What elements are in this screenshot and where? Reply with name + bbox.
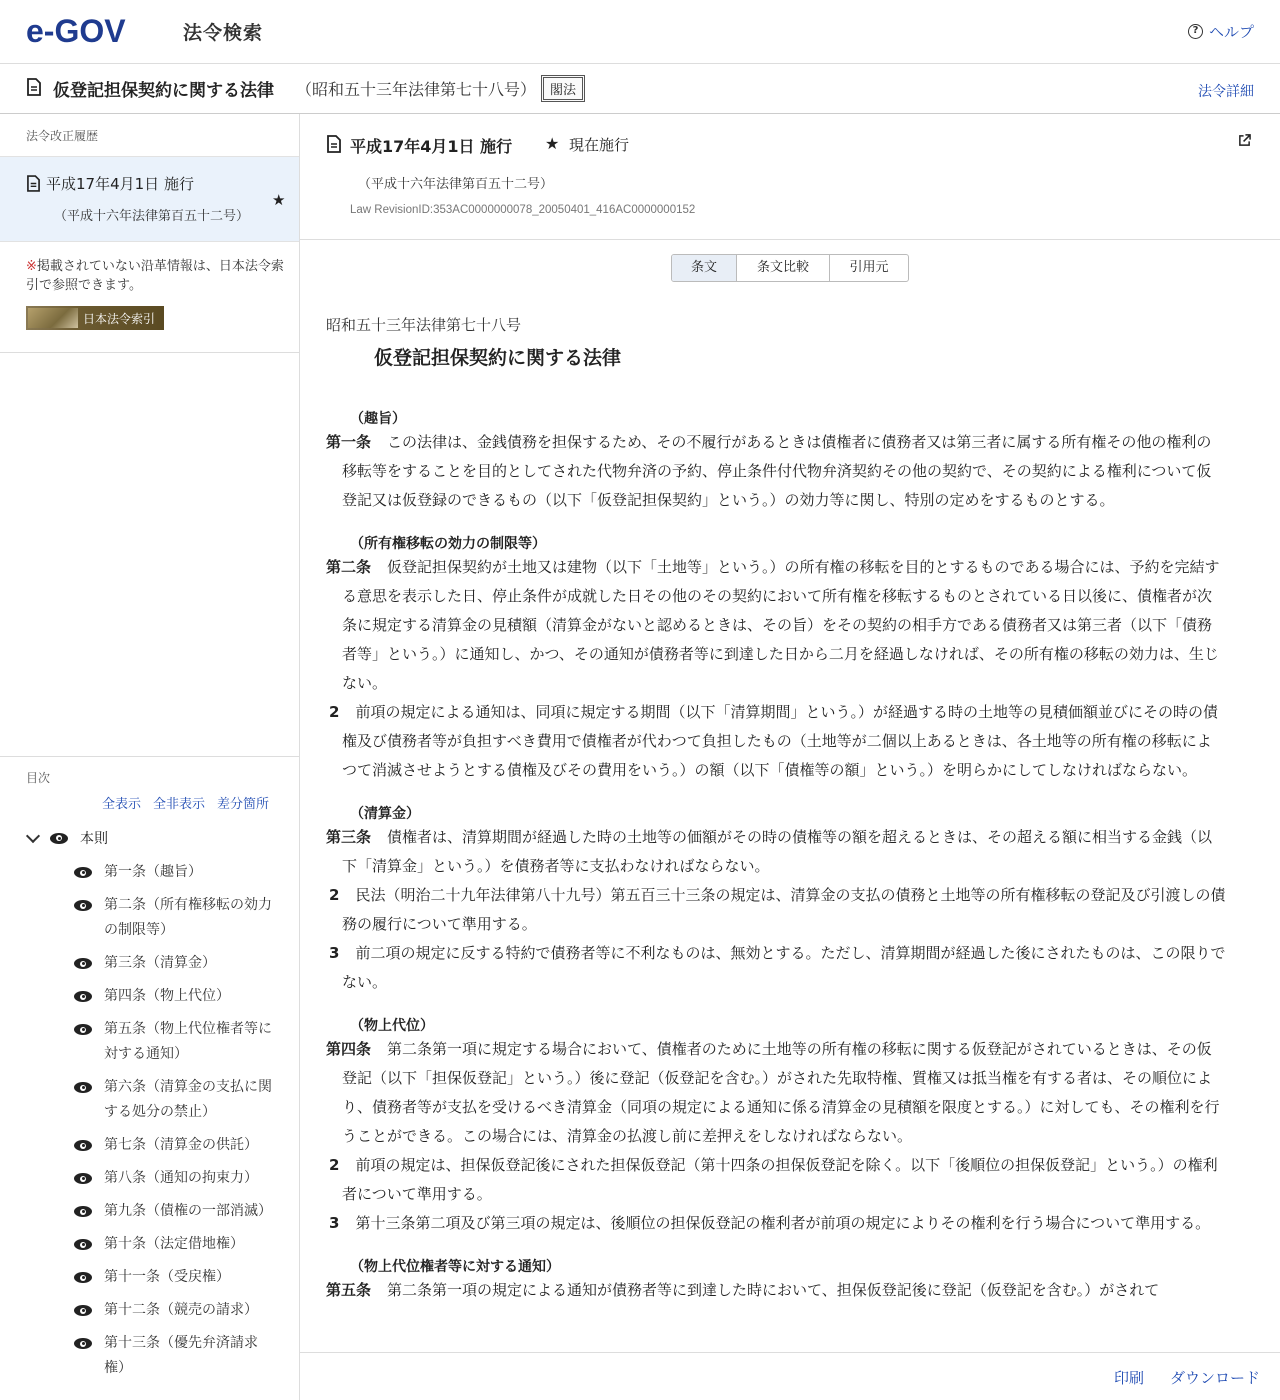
toc-list (74, 860, 274, 1389)
article-number: 第三条 (326, 828, 372, 846)
law-index-thumbnail (28, 308, 78, 328)
paragraph-text: この法律は、金銭債務を担保するため、その不履行があるときは債権者に債務者又は第三者に属する所有権その他の権利の移転等をすることを目的としてされた代物弁済の予約、停止条件付代物弁済契約その他の契約で、その契約による権利について仮登記又は仮登録のできるもの（以下「仮登記担保契約」という。）の効力等に関し、特別の定めをするものとする。 (342, 433, 1212, 509)
article (326, 1017, 1226, 1238)
chevron-down-icon[interactable] (26, 829, 40, 843)
paragraph-number: 2 (329, 703, 340, 721)
document-icon (27, 175, 40, 192)
revision-number: （平成十六年法律第百五十二号） (54, 209, 250, 224)
site-header (0, 0, 1280, 64)
notice-mark: ※ (26, 259, 37, 274)
toc-root-item[interactable] (26, 828, 108, 848)
toc-item[interactable] (74, 1199, 274, 1224)
article-number: 第一条 (326, 433, 372, 451)
eye-icon[interactable] (50, 833, 68, 844)
toc-controls (102, 793, 269, 812)
paragraph-number: 2 (329, 886, 340, 904)
star-icon: ★ (545, 134, 560, 153)
paragraph-number: 3 (329, 944, 340, 962)
toc-item[interactable] (74, 1017, 274, 1067)
eye-icon[interactable] (74, 1173, 92, 1184)
paragraph-text: 民法（明治二十九年法律第八十九号）第五百三十三条の規定は、清算金の支払の債務と土地等の所有権移転の登記及び引渡しの債務の履行について準用する。 (342, 886, 1226, 933)
article-paragraph (326, 1151, 1226, 1209)
article-number: 第四条 (326, 1040, 372, 1058)
toc-item[interactable] (74, 1265, 274, 1290)
toc-item[interactable] (74, 860, 274, 885)
article (326, 1258, 1226, 1305)
toc-item-label: 第二条（所有権移転の効力の制限等） (104, 897, 272, 938)
toc-item[interactable] (74, 1133, 274, 1158)
eye-icon[interactable] (74, 1272, 92, 1283)
article (326, 535, 1226, 785)
article-caption: （物上代位） (350, 1018, 434, 1034)
toc-show-all[interactable]: 全表示 (102, 797, 142, 812)
eye-icon[interactable] (74, 991, 92, 1002)
eye-icon[interactable] (74, 1239, 92, 1250)
toc-item-label: 第十三条（優先弁済請求権） (104, 1335, 258, 1376)
site-name: 法令検索 (183, 22, 264, 44)
toc-item-label: 第七条（清算金の供託） (104, 1137, 258, 1153)
law-number: （昭和五十三年法律第七十八号） (296, 80, 537, 99)
law-body (326, 314, 1226, 1325)
paragraph-text: 前項の規定は、担保仮登記後にされた担保仮登記（第十四条の担保仮登記を除く。以下「後順位の担保仮登記」という。）の権利者について準用する。 (342, 1156, 1218, 1203)
help-icon: ? (1188, 24, 1203, 39)
paragraph-text: 第二条第一項の規定による通知が債務者等に到達した時において、担保仮登記後に登記（仮登記を含む。）がされて (387, 1281, 1160, 1299)
law-detail-link[interactable]: 法令詳細 (1198, 84, 1254, 100)
svg-text:e-GOV: e-GOV (26, 14, 126, 48)
toc-item-label: 第十一条（受戻権） (104, 1269, 230, 1285)
toc-item[interactable] (74, 1166, 274, 1191)
revision-date: 平成17年4月1日 施行 (350, 137, 513, 156)
print-button[interactable]: 印刷 (1114, 1369, 1145, 1387)
toc-item-label: 第十条（法定借地権） (104, 1236, 244, 1252)
help-link[interactable] (1188, 21, 1254, 42)
help-label: ヘルプ (1208, 23, 1254, 41)
toc-item[interactable] (74, 893, 274, 943)
external-link-icon[interactable] (1238, 134, 1251, 147)
divider (300, 239, 1280, 240)
star-icon: ★ (272, 191, 286, 209)
paragraph-text: 仮登記担保契約が土地又は建物（以下「土地等」という。）の所有権の移転を目的とするものである場合には、予約を完結する意思を表示した日、停止条件が成就した日その他のその契約において所有権を移転するものとされている日以後に、債権者が次条に規定する清算金の見積額（清算金がないと認めるときは、その旨）をその契約の相手方である債務者又は第三者（以下「債務者等」という。）に通知し、かつ、その通知が債務者等に到達した日から二月を経過しなければ、その所有権の移転の効力は、生じない。 (342, 558, 1220, 692)
main-content (300, 114, 1280, 1400)
toc-item-label: 第六条（清算金の支払に関する処分の禁止） (104, 1079, 272, 1120)
history-notice (26, 257, 284, 295)
toc-item[interactable] (74, 1232, 274, 1257)
toc-item-label: 第一条（趣旨） (104, 864, 202, 880)
article-caption: （清算金） (350, 806, 420, 822)
toc-item-label: 第八条（通知の拘束力） (104, 1170, 258, 1186)
article-caption: （物上代位権者等に対する通知） (350, 1259, 560, 1275)
toc-hide-all[interactable]: 全非表示 (153, 797, 206, 812)
toc-item-label: 第五条（物上代位権者等に対する通知） (104, 1021, 272, 1062)
paragraph-text: 前二項の規定に反する特約で債務者等に不利なものは、無効とする。ただし、清算期間が経過した後にされたものは、この限りでない。 (342, 944, 1226, 991)
toc-item[interactable] (74, 984, 274, 1009)
article-paragraph (326, 1276, 1226, 1305)
article-number: 第五条 (326, 1281, 372, 1299)
toc-diff[interactable]: 差分箇所 (217, 797, 270, 812)
toc-item[interactable] (74, 1331, 274, 1381)
eye-icon[interactable] (74, 900, 92, 911)
law-type-badge: 閣法 (541, 75, 585, 102)
current-status: 現在施行 (569, 136, 630, 154)
article-paragraph (326, 698, 1226, 785)
article-paragraph (326, 881, 1226, 939)
footer-bar (300, 1352, 1280, 1400)
eye-icon[interactable] (74, 1082, 92, 1093)
article-paragraph (326, 1035, 1226, 1151)
revision-number: （平成十六年法律第百五十二号） (358, 177, 554, 192)
article-caption: （趣旨） (350, 411, 406, 427)
article-caption: （所有権移転の効力の制限等） (350, 536, 546, 552)
download-button[interactable]: ダウンロード (1170, 1369, 1261, 1387)
article-paragraph (326, 553, 1226, 698)
article (326, 805, 1226, 997)
toc-item-label: 第四条（物上代位） (104, 988, 230, 1004)
toc-item-label: 第九条（債権の一部消滅） (104, 1203, 272, 1219)
law-number: 昭和五十三年法律第七十八号 (326, 316, 522, 334)
eye-icon[interactable] (74, 867, 92, 878)
eye-icon[interactable] (74, 1024, 92, 1035)
eye-icon[interactable] (74, 1305, 92, 1316)
article-number: 第二条 (326, 558, 372, 576)
revision-id: Law RevisionID:353AC0000000078_20050401_416AC0000000152 (350, 204, 696, 216)
article-paragraph (326, 939, 1226, 997)
toc-heading: 目次 (26, 771, 51, 785)
notice-text: 掲載されていない沿革情報は、日本法令索引で参照できます。 (26, 259, 284, 293)
sidebar (0, 114, 300, 1400)
toc-item-label: 第三条（清算金） (104, 955, 216, 971)
eye-icon[interactable] (74, 1140, 92, 1151)
document-icon (327, 135, 341, 153)
egov-logo[interactable] (26, 14, 171, 48)
article-paragraph (326, 823, 1226, 881)
revision-date: 平成17年4月1日 施行 (46, 175, 194, 193)
paragraph-text: 第二条第一項に規定する場合において、債権者のために土地等の所有権の移転に関する仮登記がされているときは、その仮登記（以下「担保仮登記」という。）後に登記（仮登記を含む。）がされた先取特権、質権又は抵当権を有する者は、その順位により、債務者等が支払を受けるべき清算金（同項の規定による通知に係る清算金の見積額を限度とする。）に対しても、その権利を行うことができる。この場合には、清算金の払渡し前に差押えをしなければならない。 (342, 1040, 1220, 1145)
divider (0, 756, 299, 757)
toc-item[interactable] (74, 1298, 274, 1323)
article-paragraph (326, 1209, 1226, 1238)
law-title-bar (0, 64, 1280, 114)
tab-law-text[interactable]: 条文 (672, 255, 737, 281)
toc-item[interactable] (74, 951, 274, 976)
eye-icon[interactable] (74, 1206, 92, 1217)
paragraph-text: 前項の規定による通知は、同項に規定する期間（以下「清算期間」という。）が経過する時の土地等の見積価額並びにその時の債権及び債務者等が負担すべき費用で債権者が代わつて負担したもの（土地等が二個以上あるときは、各土地等の所有権の移転によつて消滅させようとする債権及びその費用をいう。）の額（以下「債権等の額」という。）を明らかにしてしなければならない。 (342, 703, 1218, 779)
document-icon (27, 78, 41, 96)
law-title: 仮登記担保契約に関する法律 (374, 347, 622, 369)
paragraph-number: 2 (329, 1156, 340, 1174)
view-tabs (671, 254, 909, 282)
revision-history-heading: 法令改正履歴 (26, 129, 99, 143)
paragraph-number: 3 (329, 1214, 340, 1232)
tab-compare[interactable]: 条文比較 (737, 255, 830, 281)
toc-root-label: 本則 (80, 831, 108, 847)
eye-icon[interactable] (74, 958, 92, 969)
revision-item[interactable] (0, 156, 299, 242)
paragraph-text: 債権者は、清算期間が経過した時の土地等の価額がその時の債権等の額を超えるときは、その超える額に相当する金銭（以下「清算金」という。）を債務者等に支払わなければならない。 (342, 828, 1213, 875)
article (326, 410, 1226, 515)
divider (0, 352, 299, 353)
law-index-label: 日本法令索引 (83, 312, 156, 326)
toc-item[interactable] (74, 1075, 274, 1125)
eye-icon[interactable] (74, 1338, 92, 1349)
paragraph-text: 第十三条第二項及び第三項の規定は、後順位の担保仮登記の権利者が前項の規定によりその権利を行う場合について準用する。 (355, 1214, 1211, 1232)
article-paragraph (326, 428, 1226, 515)
law-index-button[interactable] (26, 306, 164, 330)
tab-cited-by[interactable]: 引用元 (849, 260, 889, 275)
toc-item-label: 第十二条（競売の請求） (104, 1302, 258, 1318)
law-title: 仮登記担保契約に関する法律 (53, 81, 274, 101)
